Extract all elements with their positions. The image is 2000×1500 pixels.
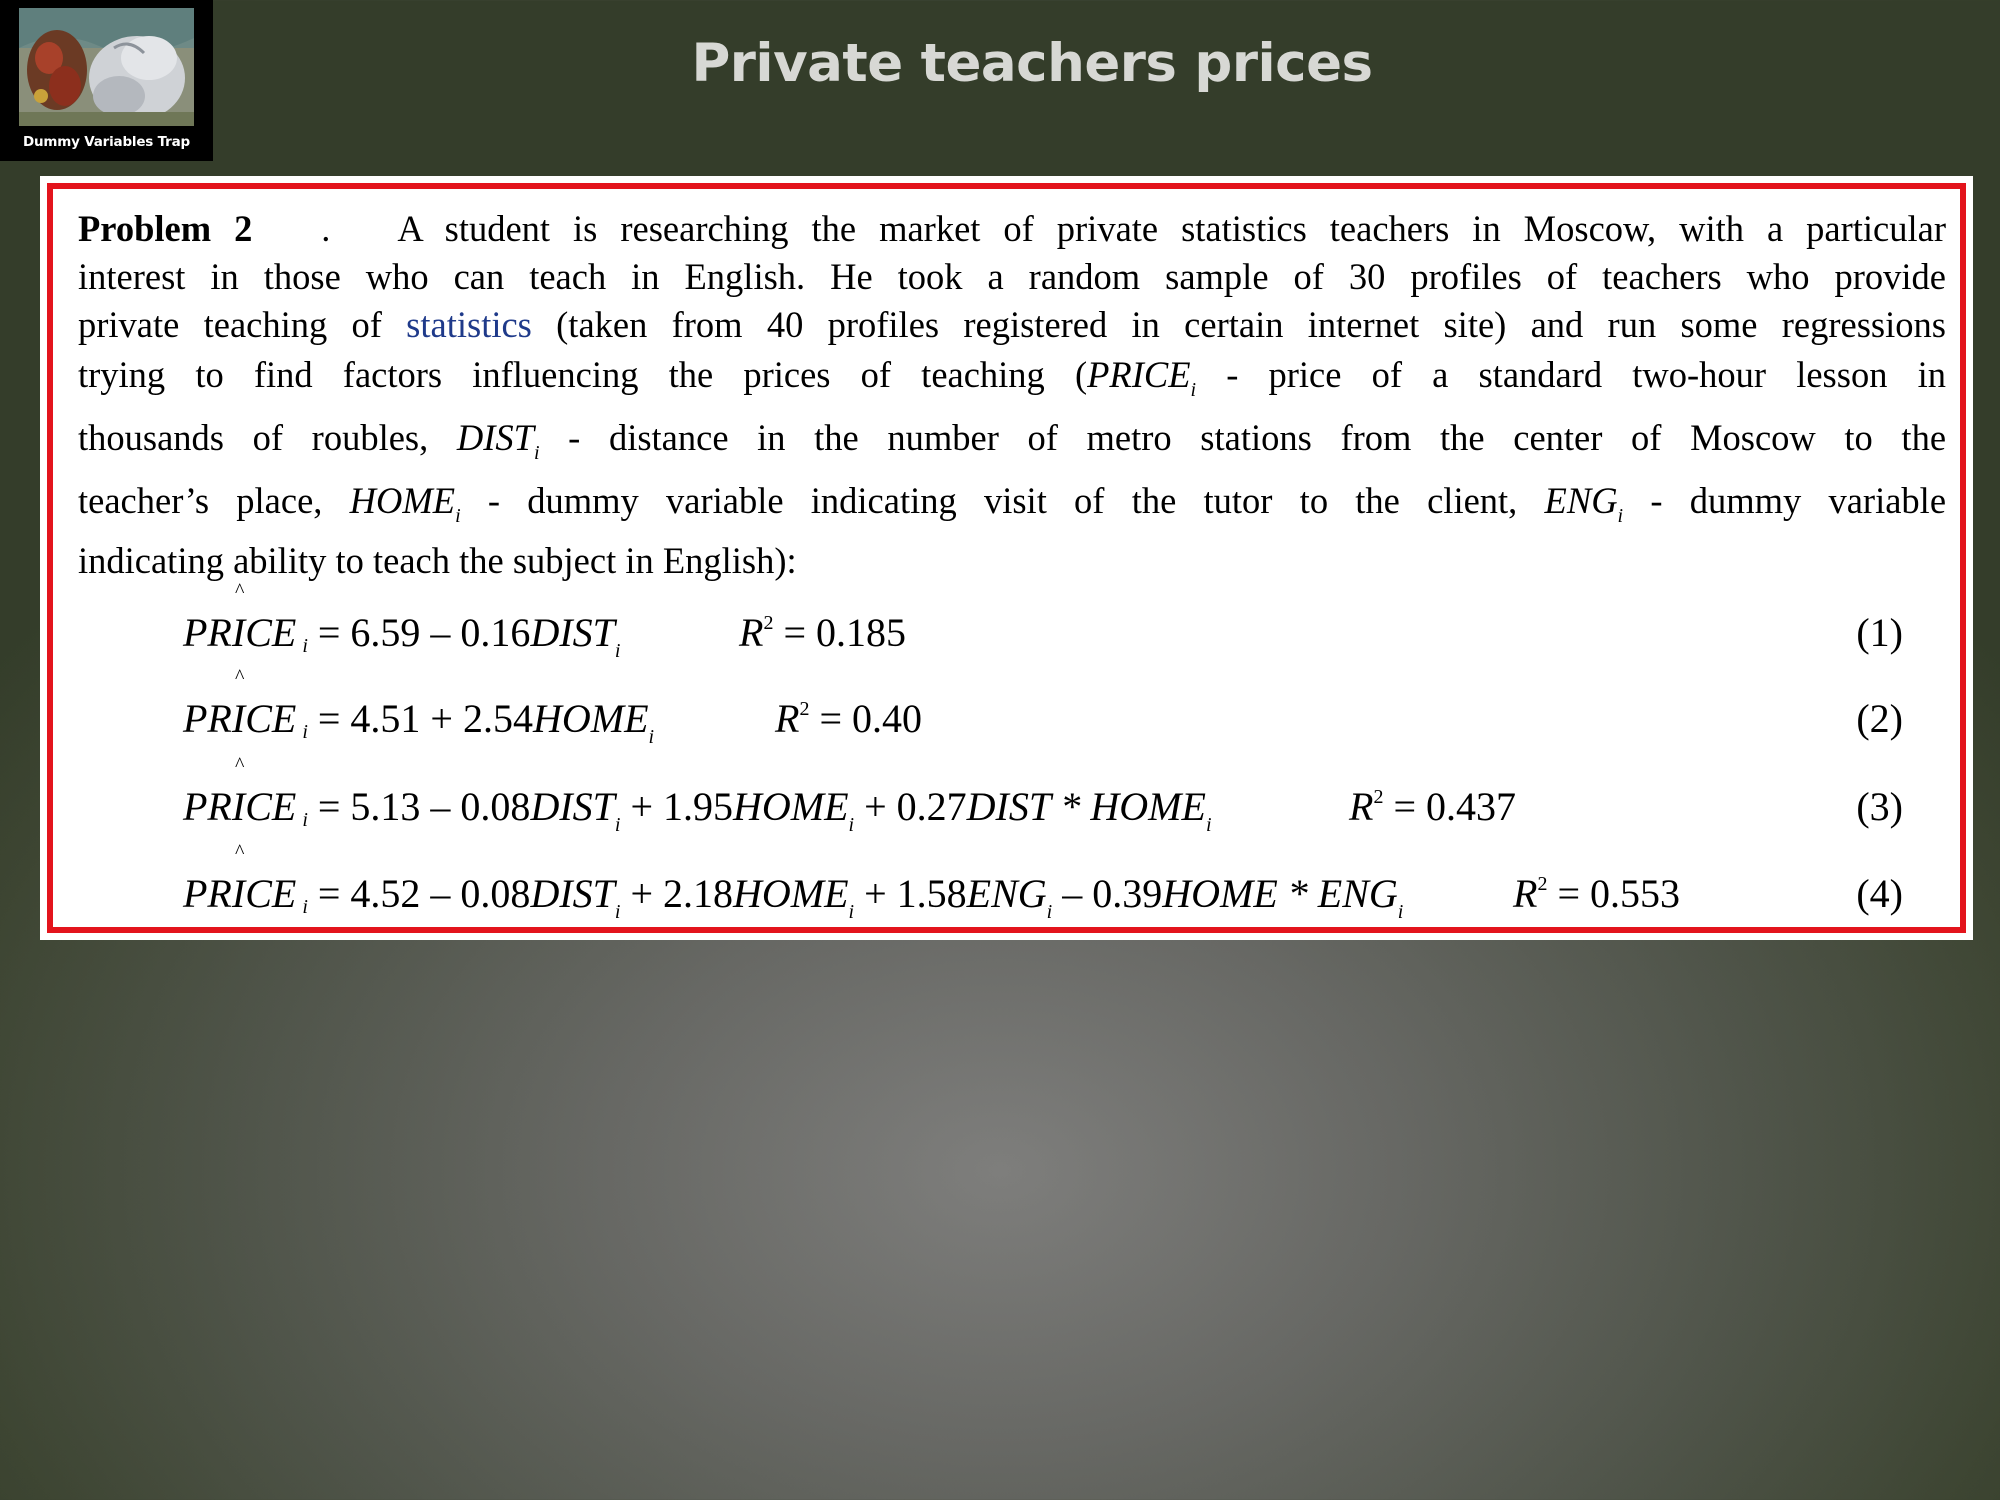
equation-variable: DIST [530,610,615,655]
problem-line-7 [78,539,1946,589]
variable-subscript: i [1205,814,1212,836]
equation-lhs [183,754,308,831]
logo-caption: Dummy Variables Trap [22,134,190,150]
variable-subscript: i [614,640,621,662]
equation-variable: ENG [966,871,1047,916]
lhs-variable: PRICE [183,871,297,916]
variable-subscript: i [614,814,621,836]
hat-symbol: ^ [235,580,245,602]
problem-line-4 [78,353,1946,416]
problem-text-segment: trying to find factors influencing the prices of teaching ( [78,354,1088,395]
variable-subscript: i [455,505,461,527]
r-exponent: 2 [1373,786,1384,808]
problem-panel [40,176,1973,940]
eng-variable [1544,480,1624,527]
lhs-variable: PRICE [183,784,297,829]
variable-subscript: i [1617,505,1624,527]
problem-line-6 [78,479,1946,539]
variable-name: ENG [1544,480,1618,521]
equation-number: (3) [1856,784,1903,829]
lhs-variable: PRICE [183,696,297,741]
variable-subscript: i [1397,901,1404,923]
problem-text-segment: - dummy variable indicating visit of the tutor to the client, [487,480,1518,521]
equation-lhs [183,580,308,657]
equation-variable: DIST [530,871,615,916]
problem-line-1 [78,207,1946,255]
lhs-variable: PRICE [183,610,297,655]
variable-subscript: i [302,896,308,918]
variable-subscript: i [1190,379,1197,401]
problem-dot: . [321,208,331,249]
r-squared [775,695,922,742]
hat-symbol: ^ [235,841,245,863]
r-label: R [775,696,800,741]
equation-term: – 0.39 [1052,871,1163,916]
problem-text-segment: private teaching of [78,304,382,345]
problem-text-segment: - dummy variable [1650,480,1947,521]
equation-variable: HOME * ENG [1162,871,1398,916]
equation-1 [183,580,1903,665]
problem-line-3 [78,303,1946,353]
variable-subscript: i [848,901,855,923]
equation-term: + 0.27 [854,784,967,829]
equation-lhs [183,841,308,918]
variable-subscript: i [648,726,655,748]
r-value: = 0.553 [1557,871,1680,916]
problem-text-segment: thousands of roubles, [78,417,429,458]
r-value: = 0.437 [1393,784,1516,829]
r-squared [1513,870,1680,917]
variable-subscript: i [302,721,308,743]
variable-name: PRICE [1087,354,1191,395]
equation-term: = 4.52 – 0.08 [317,871,531,916]
r-exponent: 2 [799,698,810,720]
equation-variable: HOME [533,696,649,741]
r-squared [739,609,906,656]
equation-3 [183,754,1903,839]
problem-text [78,207,1946,589]
equation-lhs [183,666,308,743]
equation-term: + 1.95 [620,784,734,829]
problem-text-segment: teacher’s place, [78,480,323,521]
problem-text-segment: interest in those who can teach in English. He took a random sample of 30 profiles of teachers who provide [78,256,1946,297]
r-value: = 0.185 [783,610,906,655]
problem-text-segment: (taken from 40 profiles registered in certain internet site) and run some regressions [556,304,1946,345]
r-label: R [1349,784,1374,829]
problem-text-segment: - distance in the number of metro stations from the center of Moscow to the [568,417,1947,458]
equation-variable: HOME [733,784,849,829]
problem-text-segment: A student is researching the market of private statistics teachers in Moscow, with a particular [397,208,1946,249]
hat-symbol: ^ [235,754,245,776]
statistics-link[interactable]: statistics [406,304,532,345]
equation-term: + 1.58 [854,871,967,916]
variable-subscript: i [533,442,540,464]
equation-variable: DIST [530,784,615,829]
problem-line-5 [78,416,1946,479]
equation-term: = 6.59 – 0.16 [317,610,531,655]
equation-variable: HOME [733,871,849,916]
variable-subscript: i [1046,901,1053,923]
problem-label: Problem 2 [78,208,253,249]
equation-number: (2) [1856,696,1903,741]
equation-term: = 5.13 – 0.08 [317,784,531,829]
hat-symbol: ^ [235,666,245,688]
equation-2 [183,666,1903,751]
variable-subscript: i [302,809,308,831]
slide-title: Private teachers prices [691,33,1373,94]
price-variable [1087,354,1197,401]
problem-line-2 [78,255,1946,303]
variable-subscript: i [614,901,621,923]
r-value: = 0.40 [819,696,922,741]
r-exponent: 2 [1537,873,1548,895]
variable-name: HOME [349,480,456,521]
problem-text-segment: indicating ability to teach the subject in English): [78,540,797,581]
equation-term: = 4.51 + 2.54 [317,696,533,741]
problem-text-segment: - price of a standard two-hour lesson in [1226,354,1946,395]
r-label: R [739,610,764,655]
equation-number: (1) [1856,610,1903,655]
problem-frame [47,183,1966,933]
equation-number: (4) [1856,871,1903,916]
variable-name: DIST [456,417,534,458]
r-exponent: 2 [763,612,774,634]
r-squared [1349,783,1516,830]
variable-subscript: i [302,635,308,657]
variable-subscript: i [848,814,855,836]
equation-term: + 2.18 [620,871,734,916]
equation-4 [183,841,1903,926]
dist-variable [456,417,540,464]
r-label: R [1513,871,1538,916]
equation-variable: DIST * HOME [966,784,1206,829]
home-variable [349,480,461,527]
